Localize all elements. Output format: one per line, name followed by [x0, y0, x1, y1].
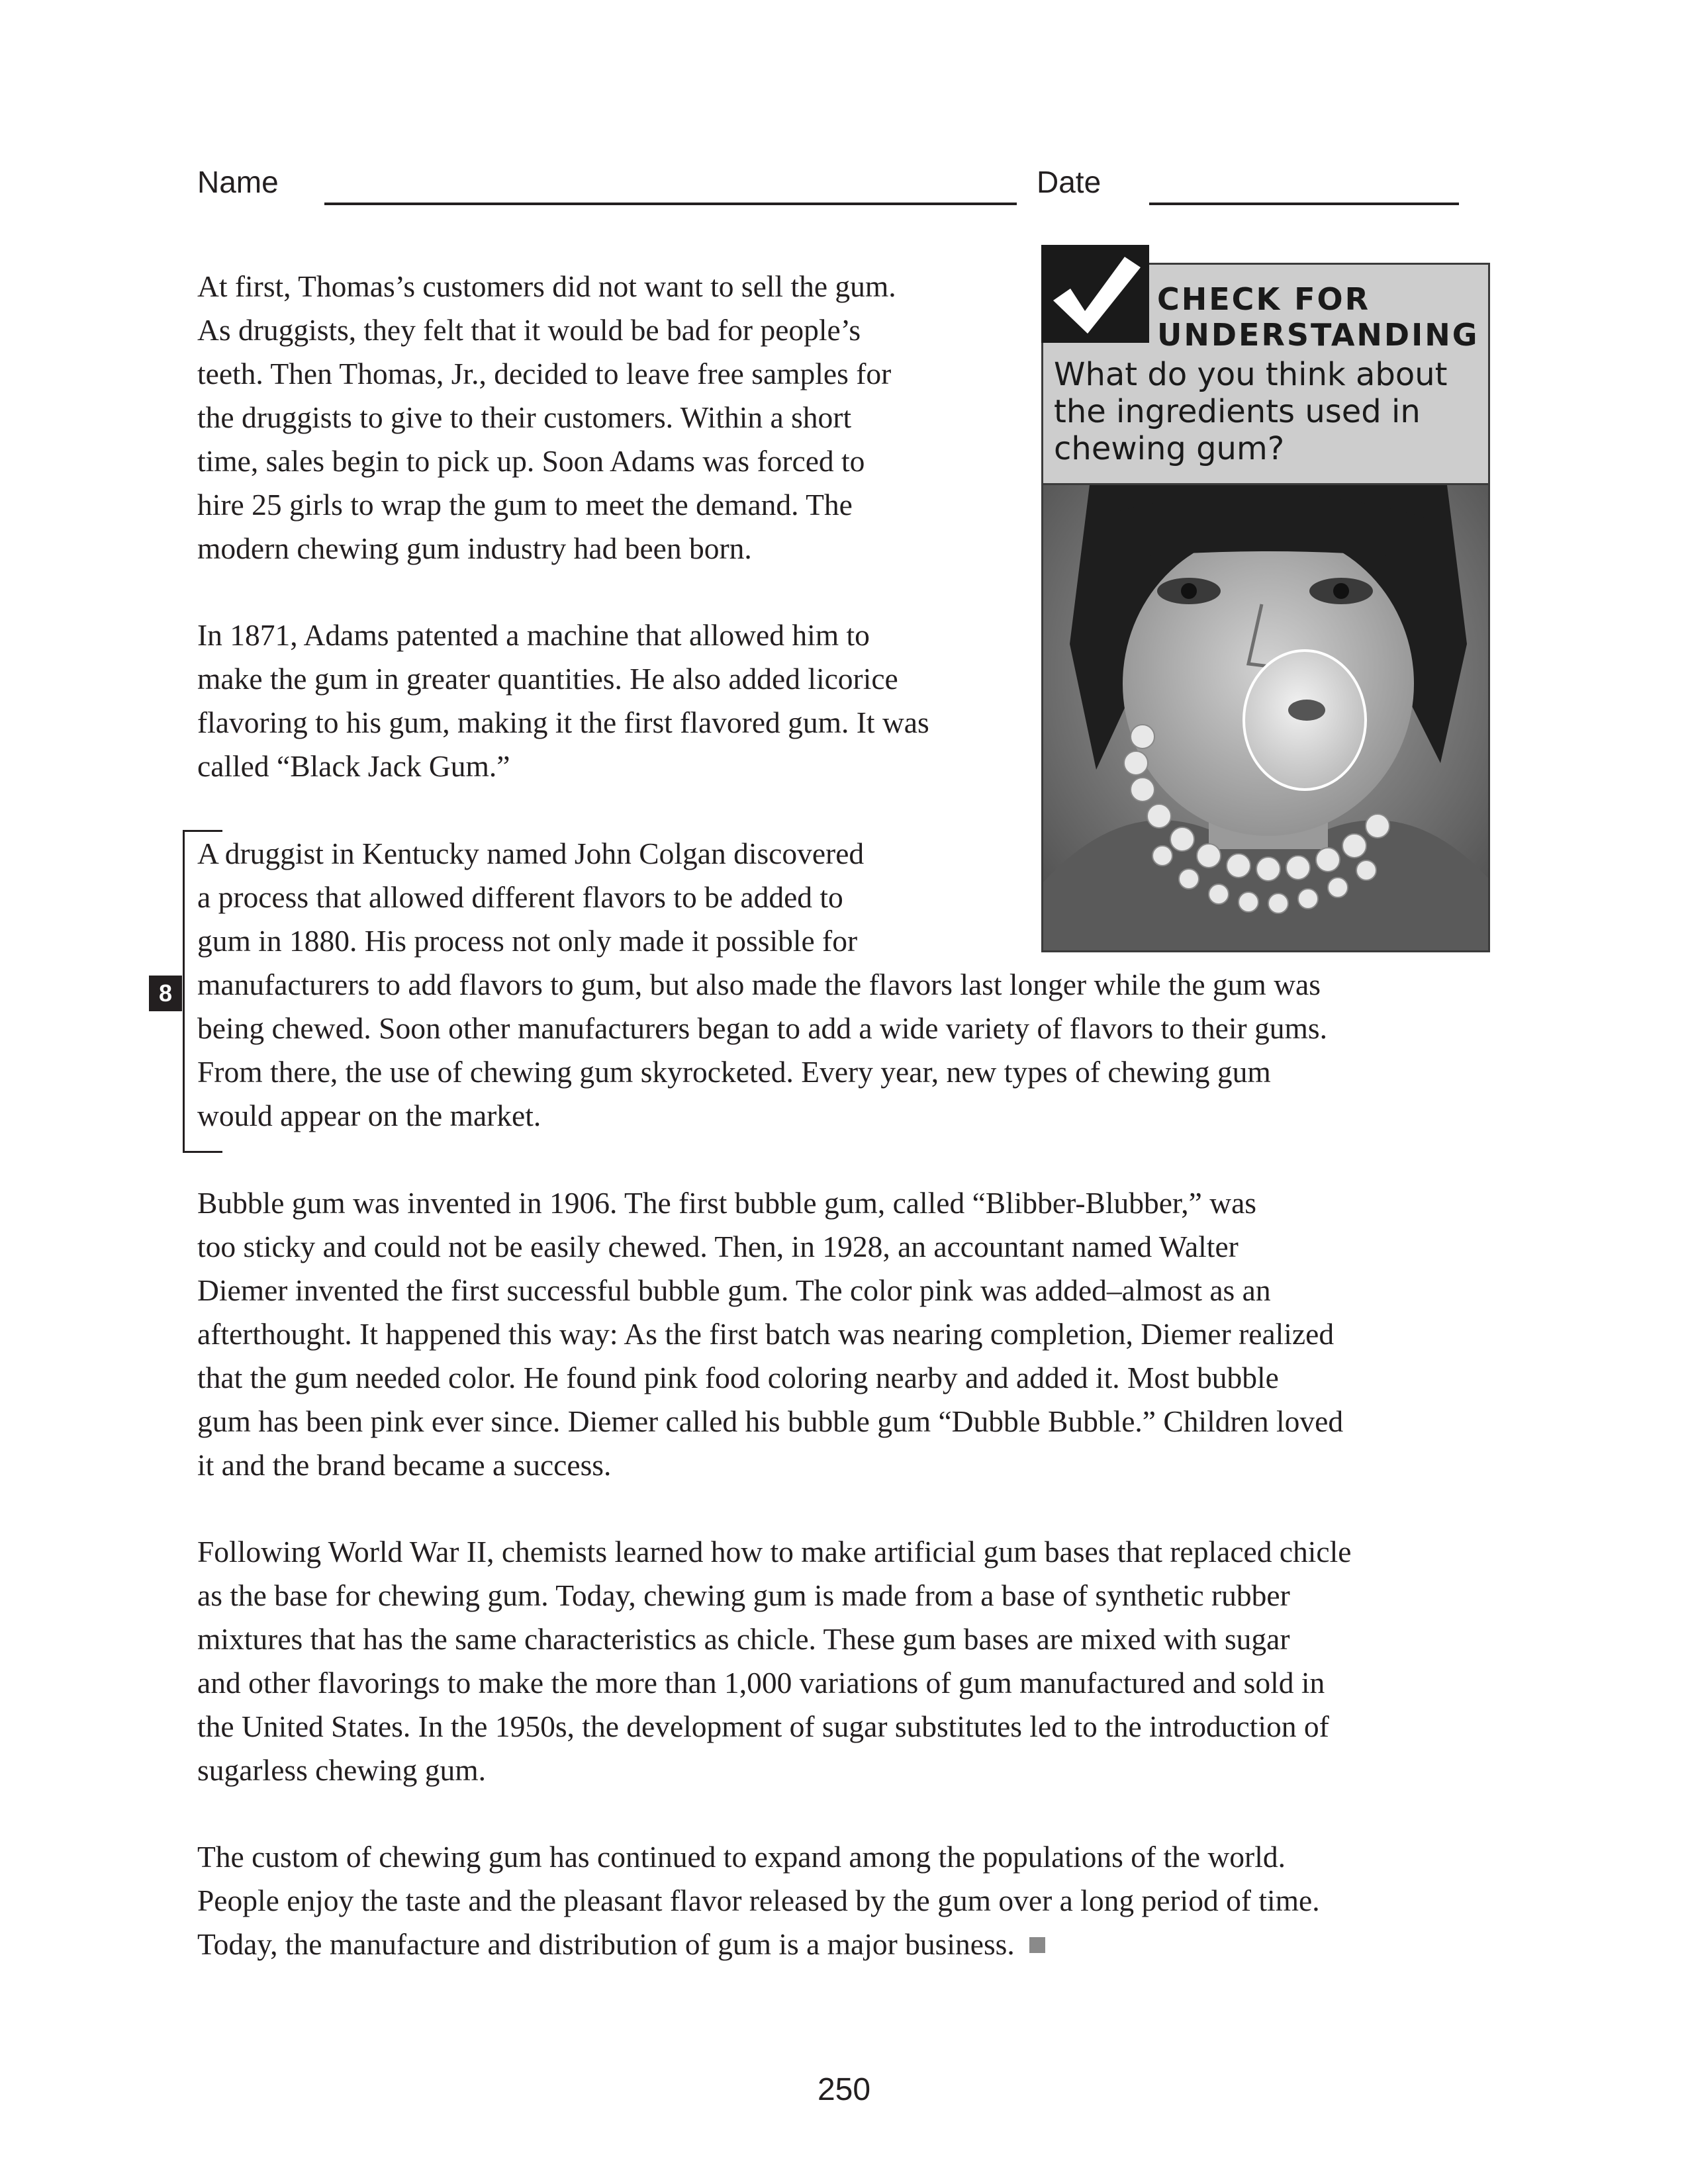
date-line	[1149, 203, 1459, 205]
paragraph-4: Bubble gum was invented in 1906. The first bubble gum, called “Blibber-Blubber,” was too sticky and could not be easily chewed. Then, in 1928, an accountant named Walter Diemer invented the first successful bubble gum. The color pink was added–almost as an afterthought. It happened this way: As the first batch was nearing completion, Diemer realized that the gum needed color. He found pink food coloring nearby and added it. Most bubble gum has been pink ever since. Diemer called his bubble gum “Dubble Bubble.” Children loved it and the brand became a success.	[197, 1186, 1344, 1482]
name-line	[324, 203, 1017, 205]
date-label: Date	[1037, 165, 1102, 199]
paragraph-1: At first, Thomas’s customers did not want to sell the gum. As druggists, they felt that it would be bad for people’s teeth. Then Thomas, Jr., decided to leave free samples for the druggists to give to their customers. Within a short time, sales begin to pick up. Soon Adams was forced to hire 25 girls to wrap the gum to meet the demand. The modern chewing gum industry had been born.	[197, 269, 896, 565]
paragraph-2: In 1871, Adams patented a machine that allowed him to make the gum in greater quantities. He also added licorice flavoring to his gum, making it the first flavored gum. It was called “Black Jack Gum.”	[197, 618, 929, 783]
end-of-article-square-icon	[1029, 1937, 1045, 1953]
paragraph-number-marker: 8	[149, 976, 182, 1011]
check-question: What do you think about the ingredients used in chewing gum?	[1054, 356, 1448, 467]
paragraph-3: A druggist in Kentucky named John Colgan discovered a process that allowed different flavors to be added to gum in 1880. His process not only made it possible for manufacturers to add flavors to gum, but also made the flavors last longer while the gum was being chewed. Soon other manufacturers began to add a wide variety of flavors to their gums. From there, the use of chewing gum skyrocketed. Every year, new types of chewing gum would appear on the market.	[197, 837, 1327, 1132]
page-number: 250	[817, 2072, 871, 2107]
paragraph-5: Following World War II, chemists learned how to make artificial gum bases that replaced chicle as the base for chewing gum. Today, chewing gum is made from a base of synthetic rubber mixtures that has the same characteristics as chicle. These gum bases are mixed with sugar and other flavorings to make the more than 1,000 variations of gum manufactured and sold in the United States. In the 1950s, the development of sugar substitutes led to the introduction of sugarless chewing gum.	[197, 1535, 1352, 1787]
name-label: Name	[197, 165, 279, 199]
checkmark-icon	[1041, 245, 1149, 343]
paragraph-6: The custom of chewing gum has continued to expand among the populations of the world. People enjoy the taste and the pleasant flavor released by the gum over a long period of time. Today, the manufacture and distribution of gum is a major business.	[197, 1840, 1320, 1961]
check-for-understanding-title: CHECK FOR UNDERSTANDING	[1157, 281, 1479, 353]
